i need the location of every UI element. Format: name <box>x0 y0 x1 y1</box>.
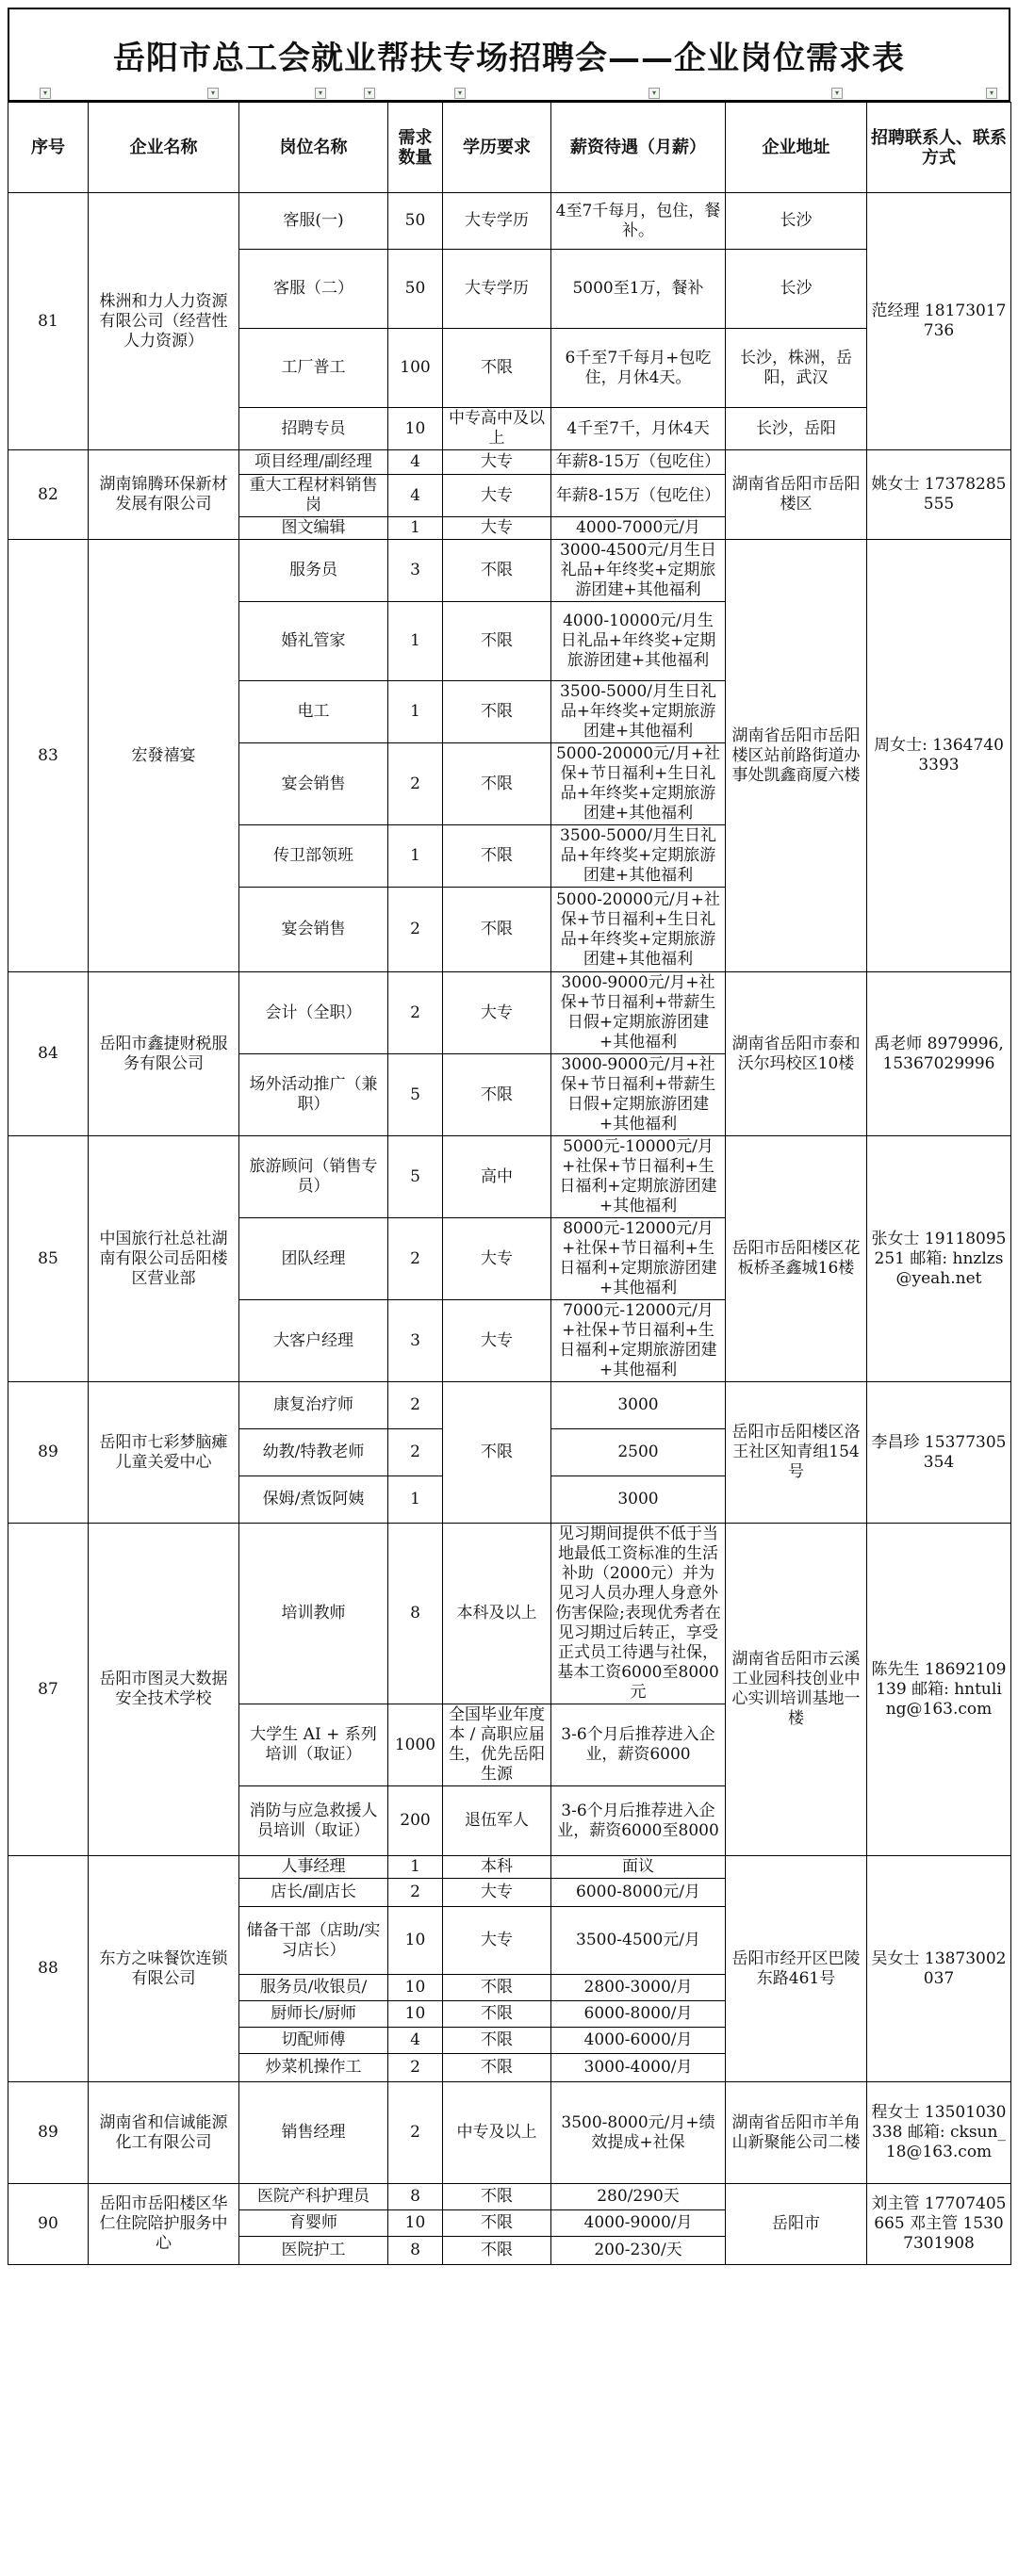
salary-cell: 3500-4500元/月 <box>551 1907 726 1975</box>
education-cell: 不限 <box>443 2001 551 2028</box>
count-cell: 2 <box>388 1429 443 1476</box>
filter-bar <box>8 87 1010 102</box>
salary-cell: 6000-8000/月 <box>551 2001 726 2028</box>
salary-cell: 5000至1万，餐补 <box>551 250 726 329</box>
education-cell: 不限 <box>443 1975 551 2001</box>
education-cell: 全国毕业年度本 / 高职应届生，优先岳阳生源 <box>443 1704 551 1786</box>
education-cell: 不限 <box>443 2028 551 2054</box>
position-cell: 培训教师 <box>239 1524 388 1704</box>
position-cell: 宴会销售 <box>239 888 388 972</box>
address-cell: 湖南省岳阳市泰和沃尔玛校区10楼 <box>726 972 867 1136</box>
count-cell: 1 <box>388 1856 443 1879</box>
count-cell: 8 <box>388 2237 443 2265</box>
position-cell: 康复治疗师 <box>239 1382 388 1429</box>
position-cell: 储备干部（店助/实习店长） <box>239 1907 388 1975</box>
company-name-cell: 岳阳市岳阳楼区华仁住院陪护服务中心 <box>89 2184 239 2265</box>
position-cell: 医院产科护理员 <box>239 2184 388 2210</box>
position-cell: 人事经理 <box>239 1856 388 1879</box>
count-cell: 50 <box>388 193 443 250</box>
table-row <box>8 450 1011 475</box>
address-cell: 长沙 <box>726 250 867 329</box>
position-cell: 重大工程材料销售岗 <box>239 475 388 517</box>
count-cell: 8 <box>388 2184 443 2210</box>
job-table <box>8 102 1011 2265</box>
count-cell: 2 <box>388 2054 443 2082</box>
position-cell: 服务员 <box>239 540 388 602</box>
seq-cell: 83 <box>8 540 89 972</box>
salary-cell: 年薪8-15万（包吃住） <box>551 450 726 475</box>
salary-cell: 8000元-12000元/月+社保+节日福利+生日福利+定期旅游团建+其他福利 <box>551 1218 726 1300</box>
education-cell: 大专 <box>443 1300 551 1382</box>
count-cell: 3 <box>388 1300 443 1382</box>
position-cell: 工厂普工 <box>239 329 388 408</box>
education-cell: 大专 <box>443 517 551 540</box>
company-name-cell: 湖南省和信诚能源化工有限公司 <box>89 2082 239 2184</box>
salary-cell: 3000 <box>551 1382 726 1429</box>
position-cell: 婚礼管家 <box>239 602 388 681</box>
company-name-cell: 岳阳市图灵大数据安全技术学校 <box>89 1524 239 1856</box>
address-cell: 湖南省岳阳市岳阳楼区 <box>726 450 867 540</box>
seq-cell: 87 <box>8 1524 89 1856</box>
education-cell: 不限 <box>443 888 551 972</box>
header-position: 岗位名称 <box>239 103 388 193</box>
header-company: 企业名称 <box>89 103 239 193</box>
education-cell: 大专 <box>443 475 551 517</box>
education-cell: 不限 <box>443 602 551 681</box>
salary-cell: 3500-8000元/月+绩效提成+社保 <box>551 2082 726 2184</box>
filter-dropdown-icon[interactable]: ▾ <box>315 88 326 99</box>
salary-cell: 5000-20000元/月+社保+节日福利+生日礼品+年终奖+定期旅游团建+其他福利 <box>551 888 726 972</box>
address-cell: 湖南省岳阳市岳阳楼区站前路街道办事处凯鑫商厦六楼 <box>726 540 867 972</box>
contact-cell: 吴女士 13873002037 <box>867 1856 1011 2082</box>
position-cell: 保姆/煮饭阿姨 <box>239 1476 388 1524</box>
table-row <box>8 2184 1011 2210</box>
count-cell: 4 <box>388 450 443 475</box>
education-cell: 大专 <box>443 972 551 1054</box>
salary-cell: 3000 <box>551 1476 726 1524</box>
salary-cell: 3000-4500元/月生日礼品+年终奖+定期旅游团建+其他福利 <box>551 540 726 602</box>
seq-cell: 88 <box>8 1856 89 2082</box>
education-cell: 大专学历 <box>443 250 551 329</box>
table-row <box>8 1856 1011 1879</box>
seq-cell: 90 <box>8 2184 89 2265</box>
education-cell: 不限 <box>443 743 551 825</box>
position-cell: 销售经理 <box>239 2082 388 2184</box>
table-row <box>8 1136 1011 1218</box>
contact-cell: 姚女士 17378285555 <box>867 450 1011 540</box>
count-cell: 2 <box>388 1218 443 1300</box>
position-cell: 医院护工 <box>239 2237 388 2265</box>
salary-cell: 4000-6000/月 <box>551 2028 726 2054</box>
count-cell: 5 <box>388 1136 443 1218</box>
header-education: 学历要求 <box>443 103 551 193</box>
table-row <box>8 2082 1011 2184</box>
salary-cell: 200-230/天 <box>551 2237 726 2265</box>
education-cell: 不限 <box>443 1382 551 1524</box>
header-contact: 招聘联系人、联系方式 <box>867 103 1011 193</box>
address-cell: 湖南省岳阳市云溪工业园科技创业中心实训培训基地一楼 <box>726 1524 867 1856</box>
count-cell: 10 <box>388 2210 443 2237</box>
salary-cell: 7000元-12000元/月+社保+节日福利+生日福利+定期旅游团建+其他福利 <box>551 1300 726 1382</box>
count-cell: 1000 <box>388 1704 443 1786</box>
position-cell: 传卫部领班 <box>239 825 388 888</box>
position-cell: 会计（全职） <box>239 972 388 1054</box>
count-cell: 10 <box>388 1975 443 2001</box>
seq-cell: 89 <box>8 2082 89 2184</box>
count-cell: 1 <box>388 681 443 743</box>
filter-dropdown-icon[interactable]: ▾ <box>986 88 997 99</box>
salary-cell: 2500 <box>551 1429 726 1476</box>
position-cell: 场外活动推广（兼职） <box>239 1054 388 1136</box>
position-cell: 幼教/特教老师 <box>239 1429 388 1476</box>
header-count: 需求数量 <box>388 103 443 193</box>
address-cell: 岳阳市岳阳楼区花板桥圣鑫城16楼 <box>726 1136 867 1382</box>
education-cell: 中专高中及以上 <box>443 408 551 450</box>
position-cell: 炒菜机操作工 <box>239 2054 388 2082</box>
education-cell: 不限 <box>443 2237 551 2265</box>
education-cell: 不限 <box>443 1054 551 1136</box>
count-cell: 1 <box>388 517 443 540</box>
education-cell: 大专学历 <box>443 193 551 250</box>
position-cell: 电工 <box>239 681 388 743</box>
filter-dropdown-icon[interactable]: ▾ <box>649 88 660 99</box>
company-name-cell: 宏發禧宴 <box>89 540 239 972</box>
salary-cell: 6000-8000元/月 <box>551 1879 726 1907</box>
table-row <box>8 1524 1011 1704</box>
contact-cell: 刘主管 17707405665 邓主管 15307301908 <box>867 2184 1011 2265</box>
count-cell: 100 <box>388 329 443 408</box>
contact-cell: 张女士 19118095251 邮箱: hnzlzs@yeah.net <box>867 1136 1011 1382</box>
salary-cell: 6千至7千每月+包吃住，月休4天。 <box>551 329 726 408</box>
salary-cell: 4千至7千，月休4天 <box>551 408 726 450</box>
position-cell: 项目经理/副经理 <box>239 450 388 475</box>
count-cell: 3 <box>388 540 443 602</box>
education-cell: 不限 <box>443 540 551 602</box>
address-cell: 岳阳市岳阳楼区洛王社区知青组154号 <box>726 1382 867 1524</box>
education-cell: 大专 <box>443 1879 551 1907</box>
education-cell: 高中 <box>443 1136 551 1218</box>
company-name-cell: 中国旅行社总社湖南有限公司岳阳楼区营业部 <box>89 1136 239 1382</box>
contact-cell: 程女士 13501030338 邮箱: cksun_18@163.com <box>867 2082 1011 2184</box>
position-cell: 团队经理 <box>239 1218 388 1300</box>
table-row <box>8 193 1011 250</box>
salary-cell: 3-6个月后推荐进入企业，薪资6000至8000 <box>551 1786 726 1856</box>
contact-cell: 周女士: 13647403393 <box>867 540 1011 972</box>
education-cell: 退伍军人 <box>443 1786 551 1856</box>
company-name-cell: 岳阳市鑫捷财税服务有限公司 <box>89 972 239 1136</box>
header-seq: 序号 <box>8 103 89 193</box>
position-cell: 育婴师 <box>239 2210 388 2237</box>
seq-cell: 81 <box>8 193 89 450</box>
seq-cell: 89 <box>8 1382 89 1524</box>
position-cell: 服务员/收银员/ <box>239 1975 388 2001</box>
education-cell: 不限 <box>443 681 551 743</box>
table-row <box>8 540 1011 602</box>
education-cell: 中专及以上 <box>443 2082 551 2184</box>
salary-cell: 年薪8-15万（包吃住） <box>551 475 726 517</box>
header-row <box>8 103 1011 193</box>
count-cell: 50 <box>388 250 443 329</box>
filter-dropdown-icon[interactable]: ▾ <box>207 88 219 99</box>
contact-cell: 禹老师 8979996, 15367029996 <box>867 972 1011 1136</box>
count-cell: 4 <box>388 2028 443 2054</box>
address-cell: 长沙，株洲，岳阳，武汉 <box>726 329 867 408</box>
header-salary: 薪资待遇（月薪） <box>551 103 726 193</box>
salary-cell: 3-6个月后推荐进入企业，薪资6000 <box>551 1704 726 1786</box>
position-cell: 消防与应急救援人员培训（取证） <box>239 1786 388 1856</box>
seq-cell: 82 <box>8 450 89 540</box>
salary-cell: 3500-5000/月生日礼品+年终奖+定期旅游团建+其他福利 <box>551 825 726 888</box>
count-cell: 2 <box>388 2082 443 2184</box>
header-address: 企业地址 <box>726 103 867 193</box>
table-row <box>8 972 1011 1054</box>
filter-dropdown-icon[interactable]: ▾ <box>831 88 843 99</box>
education-cell: 大专 <box>443 1907 551 1975</box>
count-cell: 2 <box>388 1879 443 1907</box>
count-cell: 10 <box>388 2001 443 2028</box>
salary-cell: 3000-9000元/月+社保+节日福利+带薪生日假+定期旅游团建+其他福利 <box>551 1054 726 1136</box>
count-cell: 200 <box>388 1786 443 1856</box>
count-cell: 2 <box>388 888 443 972</box>
salary-cell: 280/290天 <box>551 2184 726 2210</box>
education-cell: 不限 <box>443 329 551 408</box>
address-cell: 湖南省岳阳市羊角山新聚能公司二楼 <box>726 2082 867 2184</box>
contact-cell: 范经理 18173017736 <box>867 193 1011 450</box>
education-cell: 不限 <box>443 2184 551 2210</box>
count-cell: 10 <box>388 408 443 450</box>
address-cell: 长沙，岳阳 <box>726 408 867 450</box>
company-name-cell: 岳阳市七彩梦脑瘫儿童关爱中心 <box>89 1382 239 1524</box>
count-cell: 2 <box>388 1382 443 1429</box>
sheet-title: 岳阳市总工会就业帮扶专场招聘会——企业岗位需求表 <box>8 8 1010 102</box>
filter-dropdown-icon[interactable]: ▾ <box>364 88 375 99</box>
position-cell: 招聘专员 <box>239 408 388 450</box>
count-cell: 8 <box>388 1524 443 1704</box>
position-cell: 大学生 AI + 系列培训（取证） <box>239 1704 388 1786</box>
education-cell: 不限 <box>443 2210 551 2237</box>
position-cell: 客服(一) <box>239 193 388 250</box>
position-cell: 旅游顾问（销售专员） <box>239 1136 388 1218</box>
salary-cell: 4000-9000/月 <box>551 2210 726 2237</box>
count-cell: 10 <box>388 1907 443 1975</box>
position-cell: 大客户经理 <box>239 1300 388 1382</box>
address-cell: 长沙 <box>726 193 867 250</box>
salary-cell: 5000元-10000元/月+社保+节日福利+生日福利+定期旅游团建+其他福利 <box>551 1136 726 1218</box>
table-row <box>8 1382 1011 1429</box>
count-cell: 2 <box>388 743 443 825</box>
position-cell: 图文编辑 <box>239 517 388 540</box>
count-cell: 1 <box>388 825 443 888</box>
salary-cell: 2800-3000/月 <box>551 1975 726 2001</box>
company-name-cell: 东方之味餐饮连锁有限公司 <box>89 1856 239 2082</box>
education-cell: 不限 <box>443 825 551 888</box>
address-cell: 岳阳市经开区巴陵东路461号 <box>726 1856 867 2082</box>
salary-cell: 见习期间提供不低于当地最低工资标准的生活补助（2000元）并为见习人员办理人身意外伤害保险;表现优秀者在见习期过后转正，享受正式员工待遇与社保，基本工资6000至8000元 <box>551 1524 726 1704</box>
salary-cell: 4至7千每月，包住，餐补。 <box>551 193 726 250</box>
education-cell: 不限 <box>443 2054 551 2082</box>
contact-cell: 陈先生 18692109139 邮箱: hntuling@163.com <box>867 1524 1011 1856</box>
address-cell: 岳阳市 <box>726 2184 867 2265</box>
contact-cell: 李昌珍 15377305354 <box>867 1382 1011 1524</box>
education-cell: 本科及以上 <box>443 1524 551 1704</box>
count-cell: 1 <box>388 602 443 681</box>
salary-cell: 4000-7000元/月 <box>551 517 726 540</box>
filter-dropdown-icon[interactable]: ▾ <box>40 88 51 99</box>
education-cell: 大专 <box>443 450 551 475</box>
education-cell: 大专 <box>443 1218 551 1300</box>
salary-cell: 4000-10000元/月生日礼品+年终奖+定期旅游团建+其他福利 <box>551 602 726 681</box>
education-cell: 本科 <box>443 1856 551 1879</box>
company-name-cell: 湖南锦腾环保新材发展有限公司 <box>89 450 239 540</box>
seq-cell: 84 <box>8 972 89 1136</box>
count-cell: 4 <box>388 475 443 517</box>
position-cell: 切配师傅 <box>239 2028 388 2054</box>
salary-cell: 5000-20000元/月+社保+节日福利+生日礼品+年终奖+定期旅游团建+其他福利 <box>551 743 726 825</box>
salary-cell: 3500-5000/月生日礼品+年终奖+定期旅游团建+其他福利 <box>551 681 726 743</box>
salary-cell: 3000-4000/月 <box>551 2054 726 2082</box>
position-cell: 店长/副店长 <box>239 1879 388 1907</box>
salary-cell: 面议 <box>551 1856 726 1879</box>
count-cell: 2 <box>388 972 443 1054</box>
count-cell: 5 <box>388 1054 443 1136</box>
position-cell: 宴会销售 <box>239 743 388 825</box>
seq-cell: 85 <box>8 1136 89 1382</box>
filter-dropdown-icon[interactable]: ▾ <box>454 88 466 99</box>
company-name-cell: 株洲和力人力资源有限公司（经营性人力资源） <box>89 193 239 450</box>
position-cell: 客服（二） <box>239 250 388 329</box>
salary-cell: 3000-9000元/月+社保+节日福利+带薪生日假+定期旅游团建+其他福利 <box>551 972 726 1054</box>
count-cell: 1 <box>388 1476 443 1524</box>
position-cell: 厨师长/厨师 <box>239 2001 388 2028</box>
